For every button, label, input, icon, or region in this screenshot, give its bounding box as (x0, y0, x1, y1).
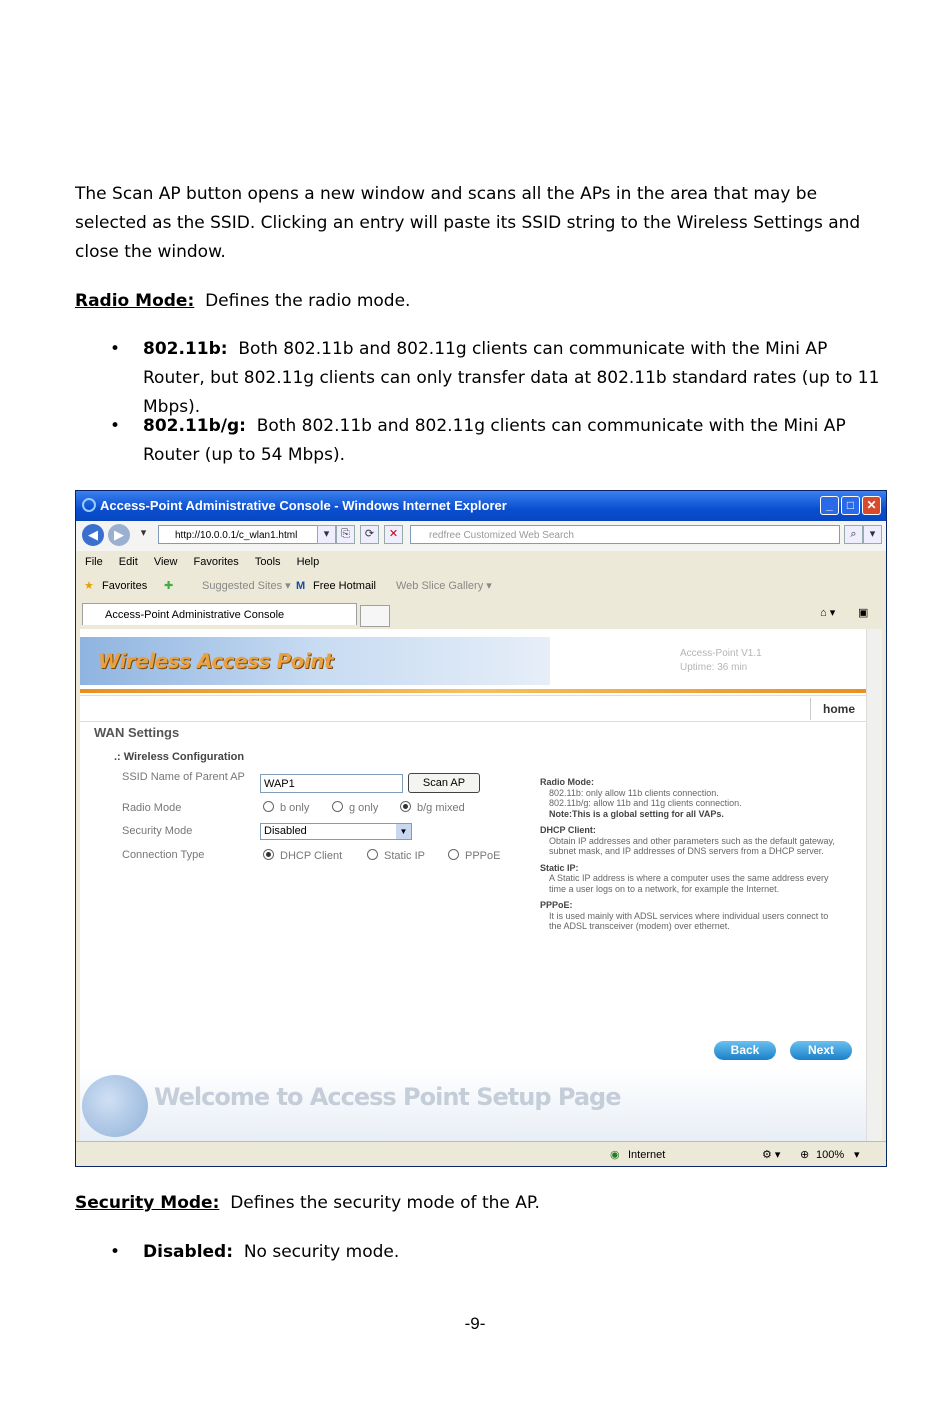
tab-label: Access-Point Administrative Console (105, 609, 285, 621)
ssid-label: SSID Name of Parent AP (122, 771, 245, 783)
tab-bar (76, 599, 886, 627)
address-bar (76, 521, 886, 551)
banner-title: Wireless Access Point (98, 649, 333, 673)
menu-bar (76, 551, 886, 573)
minimize-icon[interactable]: _ (820, 496, 839, 515)
tab-access-point-console[interactable] (82, 603, 357, 625)
radio-label: b only (280, 802, 310, 814)
bullet-text: No security mode. (243, 1242, 400, 1262)
security-mode-select[interactable] (260, 823, 412, 840)
globe-zone-icon: ◉ (610, 1149, 620, 1161)
page-banner (80, 637, 550, 685)
zone-text: Internet (628, 1149, 666, 1161)
radio-pppoe[interactable] (448, 849, 500, 863)
help-radio-note: Note:This is a global setting for all VAPs. (549, 808, 724, 819)
menu-favorites[interactable]: Favorites (193, 556, 239, 568)
radio-mode-heading: Radio Mode: (75, 291, 195, 311)
suggested-sites-link[interactable]: Suggested Sites ▾ (202, 580, 291, 592)
radio-mode-paragraph (75, 287, 885, 316)
zoom-icon[interactable]: ⊕ (800, 1149, 810, 1161)
radio-static-ip[interactable] (367, 849, 425, 863)
security-mode-paragraph (75, 1189, 885, 1218)
help-radio-line: 802.11b: only allow 11b clients connection. (549, 787, 719, 798)
welcome-footer (80, 1067, 866, 1141)
ie-logo-icon (82, 498, 96, 512)
search-icon[interactable]: ⌕ (844, 525, 863, 544)
radio-label: DHCP Client (280, 850, 343, 862)
radio-circle (367, 849, 378, 860)
menu-tools[interactable]: Tools (254, 556, 281, 568)
help-dhcp-title: DHCP Client: (540, 825, 596, 835)
compat-view-icon[interactable]: ⎘ (336, 525, 355, 544)
uptime-text: Uptime: 36 min (680, 662, 748, 673)
subsection-title: .: Wireless Configuration (114, 751, 245, 763)
back-button[interactable]: Back (714, 1041, 776, 1060)
radio-circle (263, 801, 274, 812)
security-mode-label: Security Mode (122, 825, 193, 837)
divider (80, 695, 866, 696)
title-bar (76, 491, 886, 521)
maximize-icon[interactable]: □ (841, 496, 860, 515)
bullet-dot: • (110, 1242, 121, 1262)
favorites-bar (76, 573, 886, 599)
chevron-down-icon: ▼ (396, 824, 411, 839)
help-pppoe-text: It is used mainly with ADSL services where individual users connect to the ADSL transceiver (modem) over ethernet. (549, 910, 829, 931)
help-radio-title: Radio Mode: (540, 777, 594, 787)
bullet-80211b (110, 335, 880, 422)
security-mode-text: Defines the security mode of the AP. (230, 1193, 540, 1213)
help-dhcp-text: Obtain IP addresses and other parameters such as the default gateway, subnet mask, and IP addresses of DNS servers from a DHCP server. (549, 835, 835, 856)
home-icon[interactable]: ⌂ ▾ (820, 607, 836, 619)
window-title: Access-Point Administrative Console - Windows Internet Explorer (100, 498, 507, 513)
help-panel (540, 777, 840, 932)
bullet-disabled (110, 1238, 880, 1267)
close-icon[interactable]: ✕ (862, 496, 881, 515)
welcome-text: Welcome to Access Point Setup Page (154, 1083, 621, 1111)
favorites-star-icon[interactable]: ★ (84, 580, 94, 592)
radio-label: g only (349, 802, 379, 814)
browser-window (75, 490, 887, 1167)
url-field[interactable] (158, 525, 318, 544)
radio-g-only[interactable] (332, 801, 378, 815)
url-text: http://10.0.0.1/c_wlan1.html (175, 530, 298, 541)
radio-b-only[interactable] (263, 801, 309, 815)
menu-view[interactable]: View (153, 556, 178, 568)
history-dropdown-icon[interactable]: ▾ (140, 527, 147, 539)
radio-circle (448, 849, 459, 860)
radio-circle-selected (400, 801, 411, 812)
radio-label: Static IP (384, 850, 425, 862)
bullet-80211bg (110, 412, 880, 470)
ssid-input[interactable]: WAP1 (260, 774, 403, 793)
home-link[interactable]: home (810, 698, 866, 720)
menu-file[interactable]: File (85, 556, 103, 568)
scan-ap-button[interactable]: Scan AP (408, 773, 480, 793)
security-status-icon[interactable]: ⚙ ▾ (762, 1149, 781, 1161)
free-hotmail-link[interactable]: Free Hotmail (313, 580, 376, 592)
globe-icon (82, 1075, 148, 1137)
intro-paragraph: The Scan AP button opens a new window and scans all the APs in the area that may be selected as the SSID. Clicking an entry will paste its SSID string to the Wireless Settings and close the window. (75, 184, 861, 262)
radio-label: b/g mixed (417, 802, 465, 814)
next-button[interactable]: Next (790, 1041, 852, 1060)
page-number: -9- (464, 1314, 486, 1333)
bullet-term: 802.11b: (143, 339, 228, 359)
security-mode-value: Disabled (264, 825, 307, 837)
bullet-term: 802.11b/g: (143, 416, 246, 436)
bullet-dot: • (110, 339, 121, 359)
divider (80, 721, 866, 722)
help-static-title: Static IP: (540, 862, 579, 873)
page-content (80, 629, 866, 1141)
radio-circle (332, 801, 343, 812)
radio-label: PPPoE (465, 850, 501, 862)
radio-bg-mixed[interactable] (400, 801, 465, 815)
help-pppoe-title: PPPoE: (540, 900, 573, 910)
favorites-button[interactable]: Favorites (102, 580, 148, 592)
feeds-icon[interactable]: ▣ (858, 607, 869, 619)
add-favorite-icon[interactable]: ✚ (164, 580, 174, 592)
url-dropdown-icon[interactable]: ▾ (317, 525, 336, 544)
hotmail-icon: M (296, 580, 306, 592)
web-slice-gallery-link[interactable]: Web Slice Gallery ▾ (396, 580, 492, 592)
new-tab-button[interactable] (360, 605, 390, 627)
bullet-dot: • (110, 416, 121, 436)
radio-mode-label: Radio Mode (122, 802, 182, 814)
bullet-text: Both 802.11b and 802.11g clients can communicate with the Mini AP Router, but 802.11g clients can only transfer data at 802.11b standard rates (up to 11 Mbps). (143, 339, 880, 417)
version-text: Access-Point V1.1 (680, 648, 762, 659)
radio-mode-text: Defines the radio mode. (205, 291, 411, 311)
banner-divider (80, 689, 866, 693)
security-mode-heading: Security Mode: (75, 1193, 220, 1213)
connection-type-label: Connection Type (122, 849, 205, 861)
status-bar (76, 1141, 886, 1167)
refresh-icon[interactable]: ⟳ (360, 525, 379, 544)
zoom-dropdown-icon[interactable]: ▾ (854, 1149, 860, 1161)
stop-icon[interactable]: ✕ (384, 525, 403, 544)
help-static-text: A Static IP address is where a computer uses the same address every time a user logs on to a network, for example the Internet. (549, 873, 829, 894)
radio-dhcp-client[interactable] (263, 849, 342, 863)
menu-edit[interactable]: Edit (118, 556, 138, 568)
scrollbar[interactable] (866, 629, 882, 1141)
bullet-term: Disabled: (143, 1242, 234, 1262)
version-info (680, 647, 762, 675)
search-options-icon[interactable]: ▾ (863, 525, 882, 544)
zoom-level[interactable]: 100% (816, 1149, 845, 1161)
radio-circle-selected (263, 849, 274, 860)
forward-arrow-icon[interactable]: ▶ (108, 524, 130, 546)
search-input[interactable]: redfree Customized Web Search (410, 525, 840, 544)
section-title: WAN Settings (94, 725, 180, 740)
back-arrow-icon[interactable]: ◀ (82, 524, 104, 546)
bullet-text: Both 802.11b and 802.11g clients can communicate with the Mini AP Router (up to 54 Mbps). (143, 416, 846, 465)
menu-help[interactable]: Help (296, 556, 320, 568)
help-radio-line: 802.11b/g: allow 11b and 11g clients connection. (549, 798, 742, 808)
